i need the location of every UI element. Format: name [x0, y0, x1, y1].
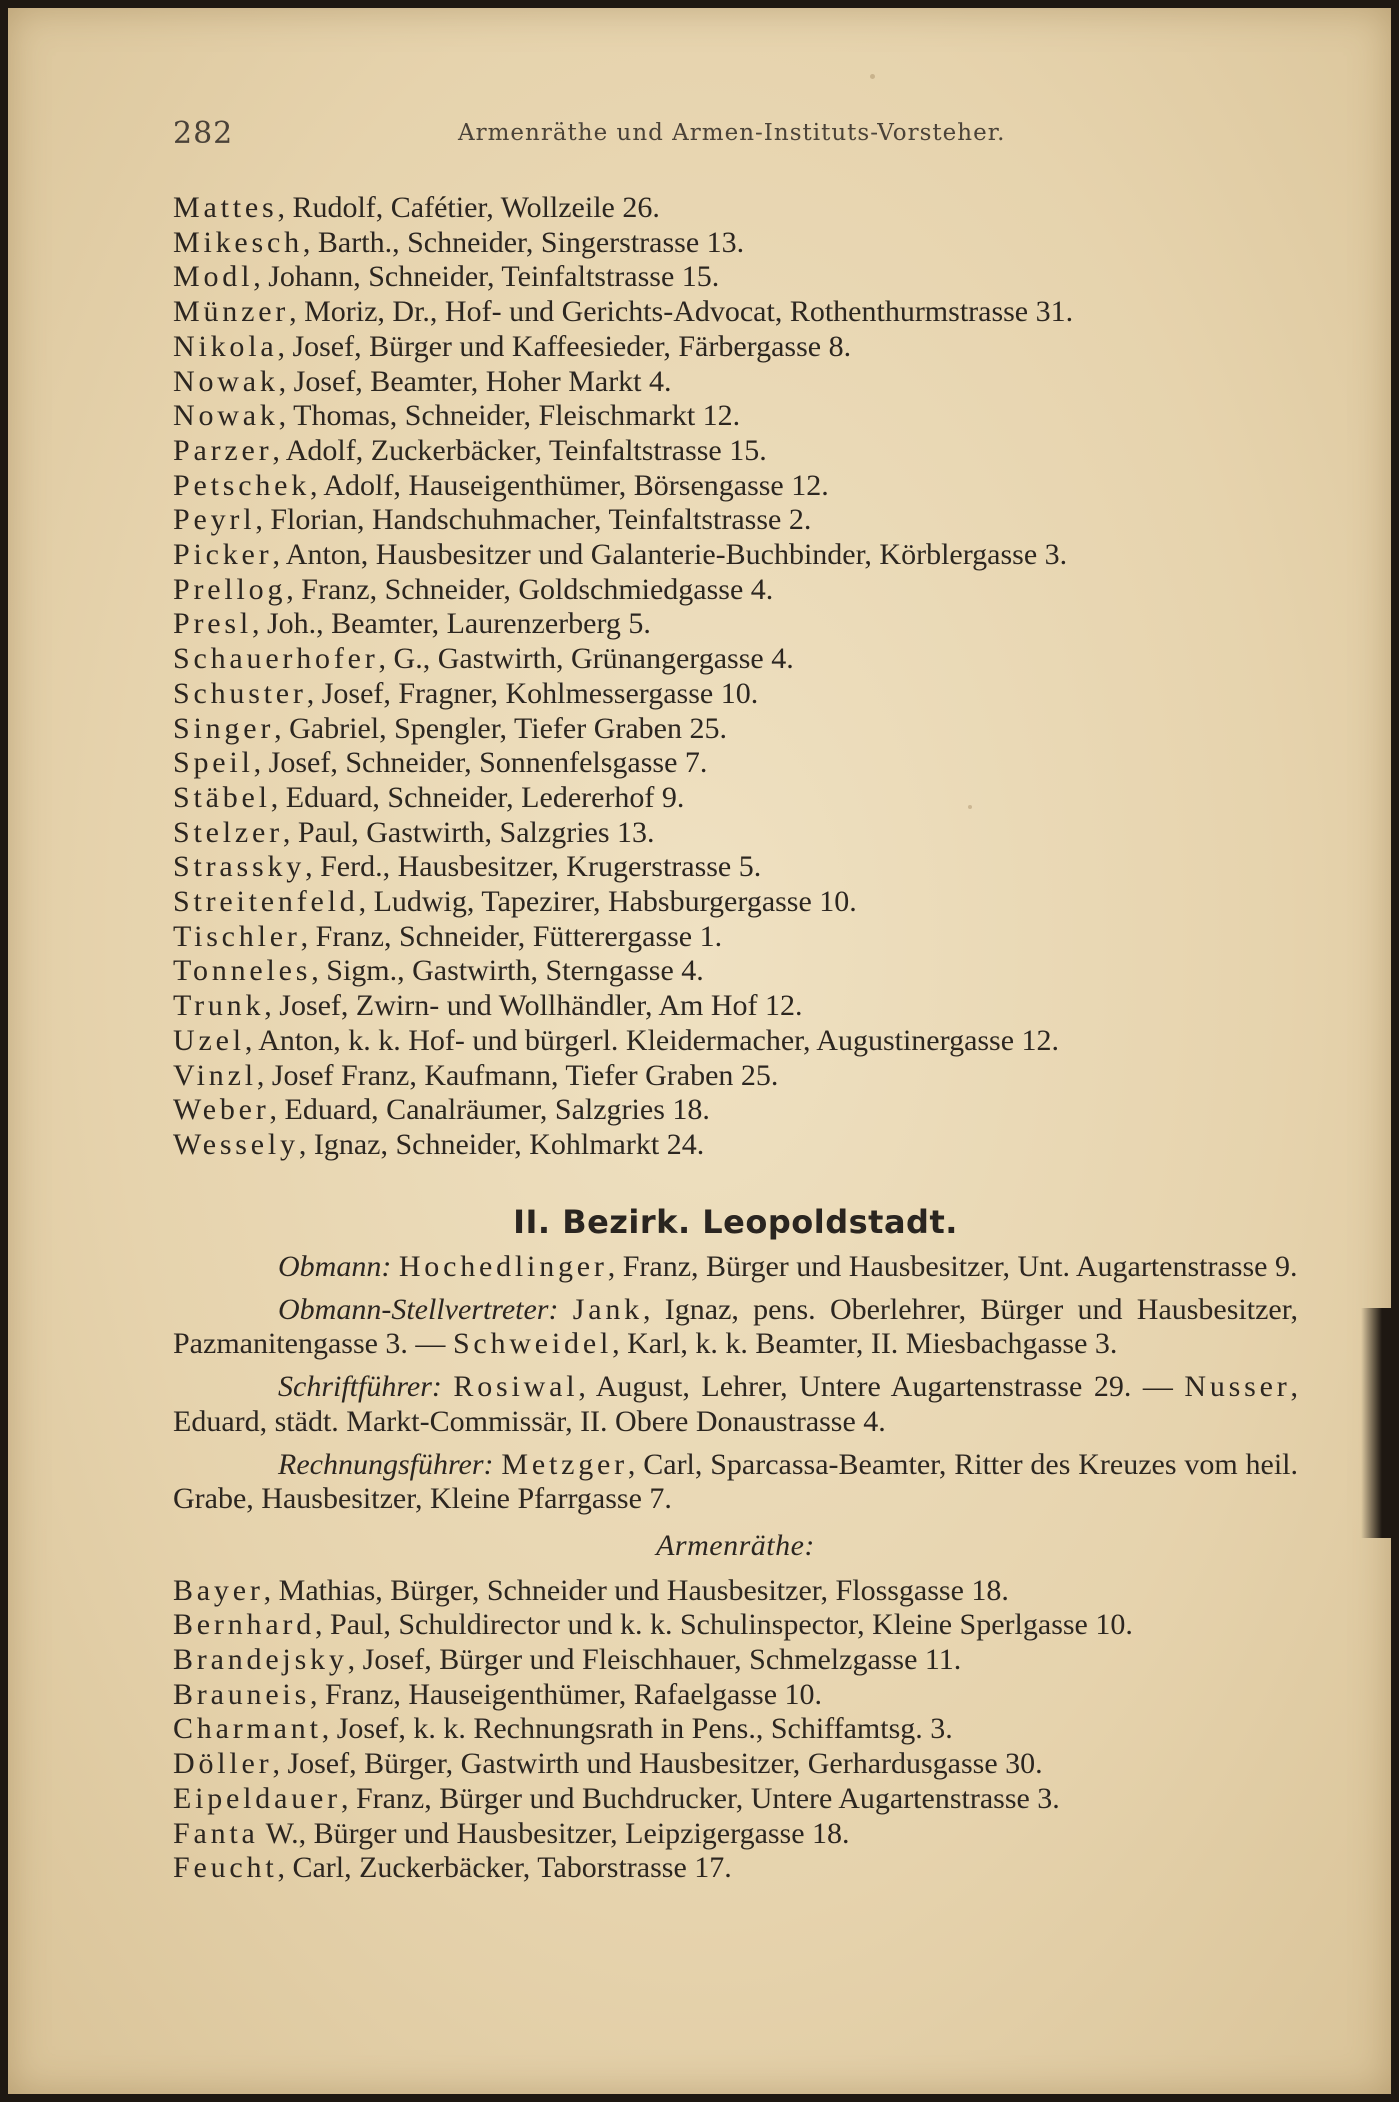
person-details: , Joh., Beamter, Laurenzerberg 5.: [252, 607, 651, 641]
person-details: , Karl, k. k. Beamter, II. Miesbachgasse 3.: [612, 1327, 1118, 1361]
person-details: , G., Gastwirth, Grünangergasse 4.: [378, 642, 794, 676]
list-item: [173, 573, 1298, 608]
person-name: Weber: [173, 1093, 270, 1127]
person-details: , Gabriel, Spengler, Tiefer Graben 25.: [274, 711, 727, 745]
person-name: Prellog: [173, 572, 287, 606]
person-name: Nowak: [173, 364, 279, 398]
person-details: , Josef, Schneider, Sonnenfelsgasse 7.: [253, 746, 708, 780]
list-item: [173, 781, 1298, 816]
person-details: , Ignaz, Schneider, Kohlmarkt 24.: [298, 1127, 705, 1161]
person-details: , Carl, Sparcassa-Beamter, Ritter des Kreuzes vom heil. Grabe, Hausbesitzer, Kleine Pfarrgasse 7.: [173, 1447, 1299, 1516]
person-name: Singer: [173, 711, 275, 745]
person-name: Stelzer: [173, 815, 283, 849]
list-item: [173, 399, 1298, 434]
person-details: , Johann, Schneider, Teinfaltstrasse 15.: [253, 260, 720, 294]
person-details: , Barth., Schneider, Singerstrasse 13.: [302, 225, 745, 259]
list-item: [173, 850, 1298, 885]
person-name: Vinzl: [173, 1058, 257, 1092]
person-name: Feucht: [173, 1851, 278, 1885]
person-name: Mattes: [173, 191, 278, 224]
list-item: [173, 226, 1298, 261]
list-item: [173, 1851, 1298, 1886]
person-details: , Anton, k. k. Hof- und bürgerl. Kleidermacher, Augustinergasse 12.: [244, 1023, 1060, 1057]
list-item: [173, 469, 1298, 504]
list-item: [173, 260, 1298, 295]
person-name: Nowak: [173, 399, 279, 433]
person-details: , Josef, Zwirn- und Wollhändler, Am Hof 12.: [264, 989, 803, 1023]
list-item: [173, 816, 1298, 851]
person-details: , Franz, Schneider, Fütterergasse 1.: [300, 919, 723, 953]
role-label: Schriftführer:: [278, 1370, 442, 1404]
person-name: Tonneles: [173, 954, 312, 988]
person-name: Bayer: [173, 1573, 264, 1607]
person-name: Eipeldauer: [173, 1781, 341, 1815]
stellvertreter-paragraph: [173, 1293, 1298, 1362]
list-item: [173, 712, 1298, 747]
person-name: Trunk: [173, 989, 265, 1023]
list-item: [173, 954, 1298, 989]
person-details: , Josef Franz, Kaufmann, Tiefer Graben 25.: [256, 1058, 779, 1092]
person-name: Tischler: [173, 919, 301, 953]
person-name: Brauneis: [173, 1677, 311, 1711]
person-details: , Franz, Schneider, Goldschmiedgasse 4.: [286, 572, 774, 606]
person-details: , Eduard, Canalräumer, Salzgries 18.: [269, 1093, 710, 1127]
person-details: , Josef, Beamter, Hoher Markt 4.: [278, 364, 672, 398]
person-name: Wessely: [173, 1127, 299, 1161]
person-details: , Josef, Bürger und Kaffeesieder, Färbergasse 8.: [277, 329, 852, 363]
list-item: [173, 642, 1298, 677]
person-details: , Thomas, Schneider, Fleischmarkt 12.: [278, 399, 741, 433]
person-details: , Anton, Hausbesitzer und Galanterie-Buchbinder, Körblergasse 3.: [272, 538, 1068, 572]
person-name: Rosiwal: [453, 1370, 579, 1404]
list-item: [173, 365, 1298, 400]
role-label: Rechnungsführer:: [278, 1447, 494, 1481]
person-name: Hochedlinger: [398, 1250, 608, 1283]
list-item: [173, 1782, 1298, 1817]
list-item: [173, 1643, 1298, 1678]
list-item: [173, 538, 1298, 573]
person-name: Picker: [173, 538, 273, 572]
role-label: Obmann:: [278, 1250, 392, 1283]
role-label: Obmann-Stellvertreter:: [278, 1292, 559, 1326]
person-details: , Carl, Zuckerbäcker, Taborstrasse 17.: [277, 1851, 732, 1885]
person-name: Jank: [572, 1292, 643, 1326]
schriftfuehrer-paragraph: [173, 1370, 1298, 1439]
list-item: [173, 920, 1298, 955]
person-details: , Eduard, städt. Markt-Commissär, II. Obere Donaustrasse 4.: [173, 1370, 1298, 1438]
person-details: , Florian, Handschuhmacher, Teinfaltstrasse 2.: [255, 503, 812, 537]
torn-edge: [1361, 1308, 1391, 1538]
list-item: [173, 1608, 1298, 1643]
person-name: Peyrl: [173, 503, 256, 537]
person-name: Parzer: [173, 433, 273, 467]
book-page: [8, 8, 1391, 2094]
person-name: Döller: [173, 1747, 273, 1781]
person-details: , Ludwig, Tapezirer, Habsburgergasse 10.: [358, 885, 857, 919]
list-item: [173, 607, 1298, 642]
person-name: Speil: [173, 746, 254, 780]
list-item: [173, 1747, 1298, 1782]
page-header: [173, 116, 1298, 156]
person-details: , Josef, Fragner, Kohlmessergasse 10.: [306, 676, 759, 710]
list-item: [173, 677, 1298, 712]
list-item: [173, 1817, 1298, 1852]
person-name: Metzger: [501, 1447, 628, 1481]
list-item: [173, 1128, 1298, 1163]
person-details: , August, Lehrer, Untere Augartenstrasse 29. —: [578, 1370, 1185, 1404]
armenraethe-list: [173, 1574, 1298, 1886]
list-item: [173, 1712, 1298, 1747]
list-item: [173, 1093, 1298, 1128]
person-details: , Josef, k. k. Rechnungsrath in Pens., Schiffamtsg. 3.: [321, 1712, 953, 1746]
list-item: [173, 746, 1298, 781]
person-name: Brandejsky: [173, 1643, 348, 1677]
person-name: Strassky: [173, 850, 306, 884]
list-item: [173, 503, 1298, 538]
person-details: , Moriz, Dr., Hof- und Gerichts-Advocat, Rothenthurmstrasse 31.: [289, 295, 1074, 329]
list-item: [173, 330, 1298, 365]
person-name: Bernhard: [173, 1608, 316, 1642]
person-details: , Eduard, Schneider, Ledererhof 9.: [270, 780, 685, 814]
section-heading: II. Bezirk. Leopoldstadt.: [513, 1203, 958, 1241]
person-name: Münzer: [173, 295, 290, 329]
person-name: Modl: [173, 260, 254, 294]
person-details: , Josef, Bürger und Fleischhauer, Schmelzgasse 11.: [347, 1643, 962, 1677]
person-details: , Rudolf, Cafétier, Wollzeile 26.: [277, 191, 660, 224]
person-details: , Ignaz, pens. Oberlehrer, Bürger und Hausbesitzer, Pazmanitengasse 3. —: [173, 1292, 1299, 1361]
obmann-paragraph: [173, 1250, 1298, 1285]
person-details: , Paul, Gastwirth, Salzgries 13.: [282, 815, 655, 849]
person-name: Charmant: [173, 1712, 322, 1746]
list-item: [173, 1678, 1298, 1713]
person-details: , Sigm., Gastwirth, Sterngasse 4.: [311, 954, 704, 988]
person-name: Nusser: [1184, 1370, 1291, 1404]
person-details: , Adolf, Hauseigenthümer, Börsengasse 12.: [310, 468, 829, 502]
rechnungsfuehrer-paragraph: [173, 1448, 1298, 1517]
person-name: Petschek: [173, 468, 311, 502]
list-item: [173, 885, 1298, 920]
officers-block: [173, 1250, 1298, 1886]
person-name: Schweidel: [452, 1327, 613, 1361]
person-name: Schauerhofer: [173, 642, 379, 676]
list-item: [173, 1574, 1298, 1609]
list-item: [173, 295, 1298, 330]
person-name: Presl: [173, 607, 252, 641]
person-details: , Franz, Hauseigenthümer, Rafaelgasse 10.: [310, 1677, 823, 1711]
list-item: [173, 1024, 1298, 1059]
person-details: , Adolf, Zuckerbäcker, Teinfaltstrasse 15.: [272, 433, 767, 467]
person-name: Mikesch: [173, 225, 303, 259]
person-details: W., Bürger und Hausbesitzer, Leipzigergasse 18.: [258, 1816, 850, 1850]
person-name: Stäbel: [173, 780, 271, 814]
page-number: 282: [173, 116, 234, 151]
person-name: Nikola: [173, 329, 278, 363]
person-details: , Mathias, Bürger, Schneider und Hausbesitzer, Flossgasse 18.: [263, 1573, 1009, 1607]
list-item: [173, 989, 1298, 1024]
running-head: Armenräthe und Armen-Instituts-Vorsteher.: [458, 120, 1006, 146]
armenraethe-heading: Armenräthe:: [656, 1528, 815, 1562]
list-item: [173, 1059, 1298, 1094]
list-item: [173, 434, 1298, 469]
person-details: , Franz, Bürger und Buchdrucker, Untere Augartenstrasse 3.: [340, 1781, 1060, 1815]
person-name: Streitenfeld: [173, 885, 359, 919]
entry-list: [173, 191, 1298, 1163]
paper-stain: [870, 74, 875, 79]
person-details: , Franz, Bürger und Hausbesitzer, Unt. Augartenstrasse 9.: [607, 1250, 1298, 1283]
person-details: , Paul, Schuldirector und k. k. Schulinspector, Kleine Sperlgasse 10.: [315, 1608, 1133, 1642]
person-name: Schuster: [173, 676, 307, 710]
list-item: [173, 191, 1298, 226]
person-details: , Josef, Bürger, Gastwirth und Hausbesitzer, Gerhardusgasse 30.: [272, 1747, 1043, 1781]
person-details: , Ferd., Hausbesitzer, Krugerstrasse 5.: [305, 850, 762, 884]
person-name: Fanta: [173, 1816, 259, 1850]
person-name: Uzel: [173, 1023, 245, 1057]
